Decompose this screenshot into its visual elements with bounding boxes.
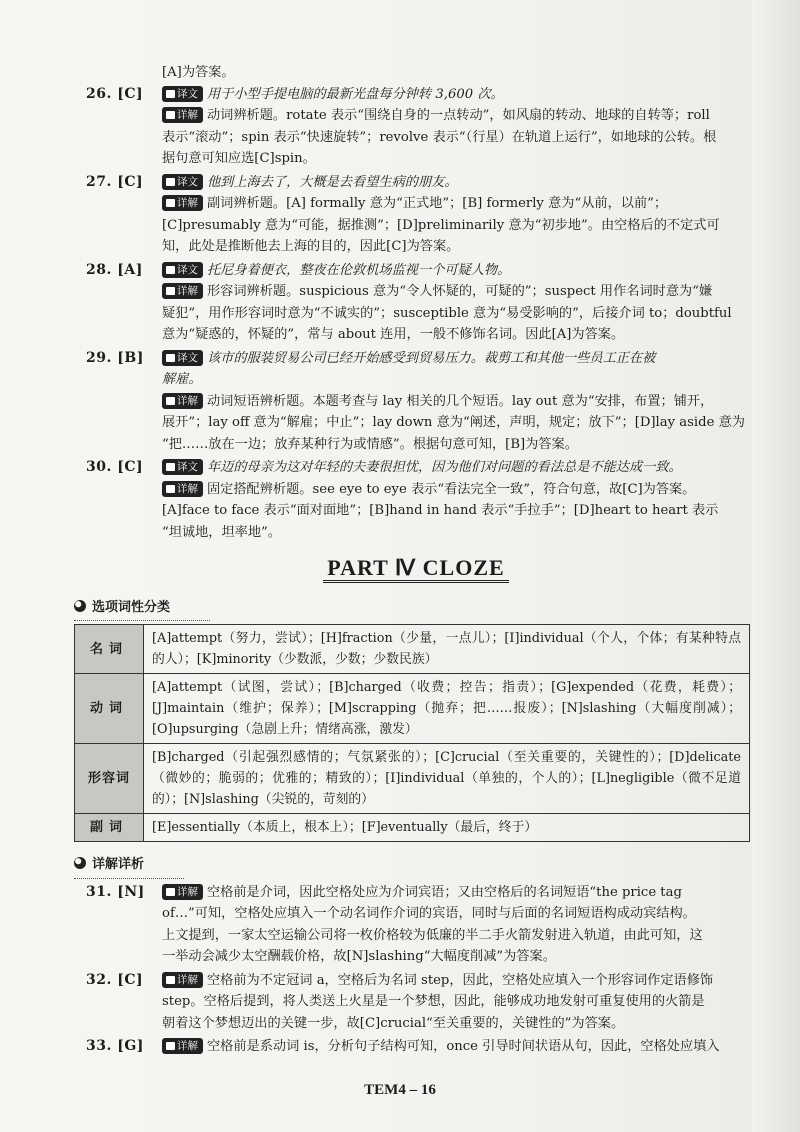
page-content xyxy=(86,62,746,1060)
part-title: PART Ⅳ CLOZE xyxy=(86,557,746,579)
analysis-line: 朝着这个梦想迈出的关键一步，故[C]crucial“至关重要的，关键性的”为答案。 xyxy=(162,1015,625,1031)
pos-cell: 动词 xyxy=(75,674,144,744)
book-icon xyxy=(166,976,175,984)
table-row xyxy=(75,814,750,842)
translation-text: 用于小型手提电脑的最新光盘每分钟转 3,600 次。 xyxy=(207,86,504,102)
analysis-line: 空格前是介词，因此空格处应为介词宾语；又由空格后的名词短语“the price tag xyxy=(207,884,682,900)
translation-text: 他到上海去了，大概是去看望生病的朋友。 xyxy=(207,174,458,190)
words-cell: [E]essentially（本质上，根本上）；[F]eventually（最后，终于） xyxy=(144,814,750,842)
table-row xyxy=(75,674,750,744)
pos-cell: 形容词 xyxy=(75,744,144,814)
question-number: 27. [C] xyxy=(86,173,144,190)
word-class-table xyxy=(74,624,750,842)
analysis-line: [C]presumably 意为“可能，据推测”；[D]preliminarily 意为“初步地”。由空格后的不定式可 xyxy=(162,217,720,233)
translation-text: 解雇。 xyxy=(162,372,202,387)
question-number: 33. [G] xyxy=(86,1038,144,1054)
translation-tag: 译文 xyxy=(162,350,203,366)
book-icon xyxy=(166,178,175,186)
book-icon xyxy=(166,397,175,405)
analysis-line: 空格前为不定冠词 a，空格后为名词 step，因此，空格处应填入一个形容词作定语修饰 xyxy=(207,972,714,988)
analysis-line: 一举动会减少太空酬载价格，故[N]slashing“大幅度削减”为答案。 xyxy=(162,949,556,964)
analysis-line: 固定搭配辨析题。see eye to eye 表示“看法完全一致”，符合句意，故[C]为答案。 xyxy=(207,481,696,497)
analysis-line: 空格前是系动词 is，分析句子结构可知，once 引导时间状语从句，因此，空格处应填入 xyxy=(207,1039,720,1054)
analysis-tag: 详解 xyxy=(162,283,203,299)
section-heading-classification: 选项词性分类 xyxy=(74,597,170,619)
analysis-tag: 详解 xyxy=(162,481,203,497)
translation-tag: 译文 xyxy=(162,262,203,278)
analysis-line: 据句意可知应选[C]spin。 xyxy=(162,151,316,166)
question-number: 26. [C] xyxy=(86,85,144,102)
table-row xyxy=(75,744,750,814)
question-number: 28. [A] xyxy=(86,261,143,278)
analysis-line: 知，此处是推断他去上海的目的，因此[C]为答案。 xyxy=(162,239,460,254)
bullet-icon xyxy=(74,600,86,612)
analysis-line: 表示“滚动”；spin 表示“快速旋转”；revolve 表示“（行星）在轨道上运行”，如地球的公转。根 xyxy=(162,129,717,145)
book-icon xyxy=(166,111,175,119)
analysis-line: 形容词辨析题。suspicious 意为“令人怀疑的，可疑的”；suspect 用作名词时意为“嫌 xyxy=(207,284,713,299)
analysis-line: 动词辨析题。rotate 表示“围绕自身的一点转动”，如风扇的转动、地球的自转等；roll xyxy=(207,108,710,123)
analysis-line: 展开”；lay off 意为“解雇；中止”；lay down 意为“阐述，声明，规定；放下”；[D]lay aside 意为 xyxy=(162,415,745,430)
words-cell: [B]charged（引起强烈感情的；气氛紧张的）；[C]crucial（至关重要的，关键性的）；[D]delicate（微妙的；脆弱的；优雅的；精致的）；[I]individual（单独的，个人的）；[L]negligible（微不足道的）；[N]slashing（尖锐的，苛刻的） xyxy=(144,744,750,814)
book-icon xyxy=(166,463,175,471)
answer-entry-33 xyxy=(86,1036,746,1058)
question-number: 31. [N] xyxy=(86,883,145,900)
analysis-tag: 详解 xyxy=(162,393,203,409)
analysis-line: step。空格后提到，将人类送上火星是一个梦想，因此，能够成功地发射可重复使用的火箭是 xyxy=(162,994,705,1009)
question-number: 32. [C] xyxy=(86,971,144,988)
translation-tag: 译文 xyxy=(162,86,203,102)
pos-cell: 名词 xyxy=(75,625,144,674)
continued-answer-line: [A]为答案。 xyxy=(162,65,235,80)
table-row xyxy=(75,625,750,674)
translation-text: 该市的服装贸易公司已经开始感受到贸易压力。裁剪工和其他一些员工正在被 xyxy=(207,350,656,366)
book-icon xyxy=(166,354,175,362)
translation-text: 托尼身着便衣，整夜在伦敦机场监视一个可疑人物。 xyxy=(207,262,511,278)
analysis-tag: 详解 xyxy=(162,195,203,211)
words-cell: [A]attempt（试图，尝试）；[B]charged（收费；控告；指责）；[G]expended（花费，耗费）；[J]maintain（维护；保养）；[M]scrapping（抛弃；把……报废）；[N]slashing（大幅度削减）；[O]upsurging（急剧上升；情绪高涨，激发） xyxy=(144,674,750,744)
translation-text: 年迈的母亲为这对年轻的夫妻很担忧，因为他们对问题的看法总是不能达成一致。 xyxy=(207,460,682,475)
book-icon xyxy=(166,266,175,274)
book-icon xyxy=(166,485,175,493)
book-icon xyxy=(166,888,175,896)
analysis-tag: 详解 xyxy=(162,107,203,123)
book-icon xyxy=(166,90,175,98)
analysis-line: “坦诚地，坦率地”。 xyxy=(162,524,281,540)
analysis-line: 上文提到，一家太空运输公司将一枚价格较为低廉的半二手火箭发射进入轨道，由此可知，这 xyxy=(162,927,703,943)
analysis-line: of…”可知，空格处应填入一个动名词作介词的宾语，同时与后面的名词短语构成动宾结构。 xyxy=(162,906,696,921)
analysis-line: [A]face to face 表示“面对面地”；[B]hand in hand 表示“手拉手”；[D]heart to heart 表示 xyxy=(162,503,719,518)
analysis-line: 动词短语辨析题。本题考查与 lay 相关的几个短语。lay out 意为“安排，布置；铺开， xyxy=(207,393,714,409)
analysis-tag: 详解 xyxy=(162,972,203,988)
page-footer: TEM4 – 16 xyxy=(364,1082,436,1098)
analysis-line: 副词辨析题。[A] formally 意为“正式地”；[B] formerly 意为“从前，以前”； xyxy=(207,196,668,211)
translation-tag: 译文 xyxy=(162,459,203,475)
analysis-tag: 详解 xyxy=(162,1038,203,1054)
book-icon xyxy=(166,1042,175,1050)
analysis-line: 疑犯”，用作形容词时意为“不诚实的”；susceptible 意为“易受影响的”，后接介词 to；doubtful xyxy=(162,305,732,321)
analysis-tag: 详解 xyxy=(162,884,203,900)
bullet-icon xyxy=(74,857,86,869)
question-number: 29. [B] xyxy=(86,349,144,366)
translation-tag: 译文 xyxy=(162,174,203,190)
words-cell: [A]attempt（努力，尝试）；[H]fraction（少量，一点儿）；[I]individual（个人，个体；有某种特点的人）；[K]minority（少数派，少数；少数民族） xyxy=(144,625,750,674)
answer-entry-31 xyxy=(86,882,746,968)
answer-entry-29 xyxy=(86,348,746,456)
answer-entry-32 xyxy=(86,970,746,1035)
answer-entry-30 xyxy=(86,457,746,543)
answer-entry-28 xyxy=(86,260,746,346)
book-icon xyxy=(166,199,175,207)
analysis-line: “把……放在一边；放弃某种行为或情感”。根据句意可知，[B]为答案。 xyxy=(162,436,578,452)
pos-cell: 副词 xyxy=(75,814,144,842)
analysis-line: 意为“疑惑的，怀疑的”，常与 about 连用，一般不修饰名词。因此[A]为答案。 xyxy=(162,327,625,342)
question-number: 30. [C] xyxy=(86,459,144,475)
answer-entry-27 xyxy=(86,172,746,258)
section-heading-detail: 详解详析 xyxy=(74,854,144,876)
book-icon xyxy=(166,287,175,295)
answer-entry-26 xyxy=(86,84,746,170)
page-edge-shadow xyxy=(752,0,800,1132)
